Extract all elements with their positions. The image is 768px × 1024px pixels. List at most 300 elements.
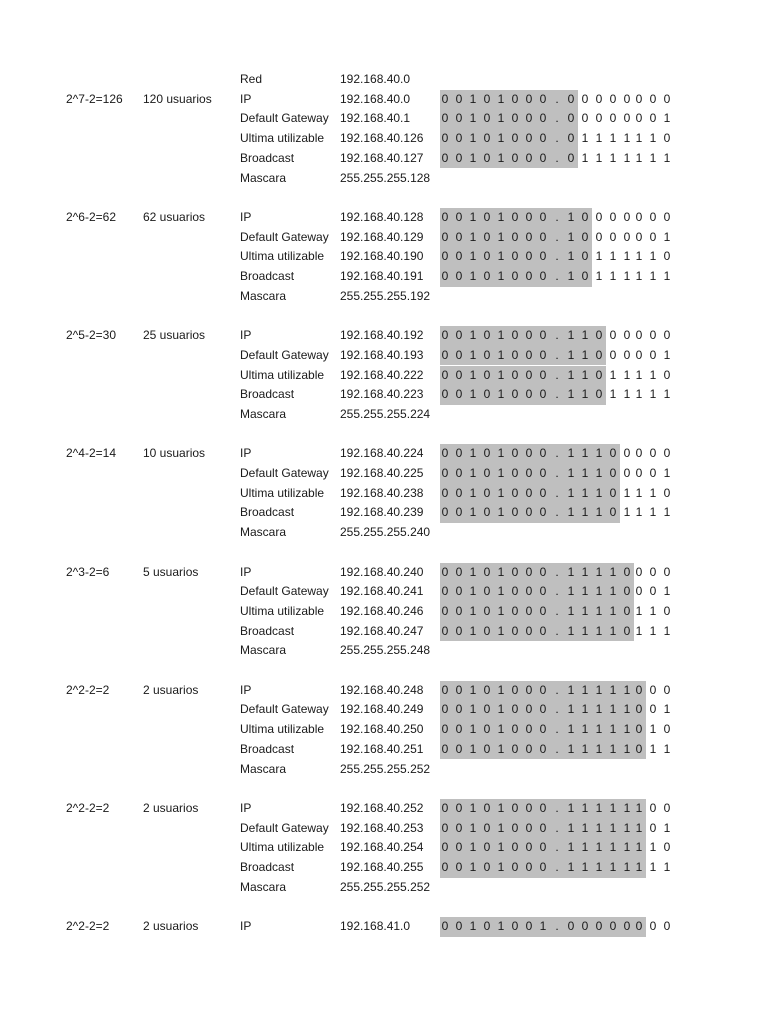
binary-digit: 0 <box>525 820 533 835</box>
binary-digit: 0 <box>455 623 463 638</box>
binary-digit: 0 <box>483 564 491 579</box>
binary-digit: 0 <box>567 131 575 146</box>
binary-digit: 0 <box>525 505 533 520</box>
binary-digit: 1 <box>567 367 575 382</box>
row-label: Mascara <box>240 761 287 776</box>
octet-separator: . <box>555 150 559 165</box>
host-formula: 2^2-2=2 <box>66 919 110 934</box>
binary-digit: 0 <box>511 505 519 520</box>
binary-digit: 0 <box>511 446 519 461</box>
binary-digit: 0 <box>511 150 519 165</box>
binary-digit: 1 <box>623 131 631 146</box>
network-label: Red <box>240 72 263 86</box>
binary-digit: 1 <box>623 387 631 402</box>
binary-digit: 0 <box>511 229 519 244</box>
binary-digit: 1 <box>497 209 505 224</box>
row-label: Ultima utilizable <box>240 722 325 737</box>
binary-digit: 1 <box>609 150 617 165</box>
row-label: Default Gateway <box>240 347 329 362</box>
row-label: Ultima utilizable <box>240 367 325 382</box>
binary-digit: 1 <box>609 800 617 815</box>
binary-digit: 0 <box>525 722 533 737</box>
binary-digit: 0 <box>525 702 533 717</box>
binary-digit: 0 <box>441 347 449 362</box>
binary-digit: 0 <box>609 91 617 106</box>
ip-address: 255.255.255.252 <box>340 879 431 894</box>
binary-digit: 0 <box>663 328 671 343</box>
binary-digit: 1 <box>469 446 477 461</box>
binary-digit: 1 <box>581 485 589 500</box>
binary-digit: 0 <box>441 249 449 264</box>
binary-digit: 0 <box>663 564 671 579</box>
binary-digit: 1 <box>663 466 671 480</box>
binary-digit: 0 <box>511 466 519 480</box>
user-count: 2 usuarios <box>143 919 199 934</box>
binary-digit: 0 <box>623 91 631 106</box>
binary-digit: 1 <box>469 682 477 697</box>
binary-digit: 0 <box>455 820 463 835</box>
octet-separator: . <box>555 131 559 146</box>
octet-separator: . <box>555 564 559 579</box>
octet-separator: . <box>555 820 559 835</box>
binary-digit: 1 <box>469 347 477 362</box>
binary-digit: 1 <box>635 820 643 835</box>
binary-digit: 1 <box>497 328 505 343</box>
row-label: Broadcast <box>240 150 295 165</box>
binary-digit: 0 <box>609 229 617 244</box>
binary-digit: 0 <box>663 209 671 224</box>
binary-digit: 1 <box>469 564 477 579</box>
row-label: Ultima utilizable <box>240 249 325 264</box>
binary-digit: 0 <box>525 131 533 146</box>
ip-address: 192.168.40.253 <box>340 820 424 835</box>
binary-digit: 1 <box>595 800 603 815</box>
binary-digit: 0 <box>649 466 657 480</box>
binary-digit: 0 <box>649 209 657 224</box>
row-label: Broadcast <box>240 387 295 402</box>
binary-digit: 1 <box>469 328 477 343</box>
user-count: 2 usuarios <box>143 800 199 815</box>
row-label: Broadcast <box>240 505 295 520</box>
binary-digit: 0 <box>609 446 617 461</box>
binary-digit: 1 <box>663 269 671 283</box>
binary-digit: 1 <box>623 741 631 756</box>
binary-digit: 0 <box>539 584 547 599</box>
binary-digit: 1 <box>649 741 657 756</box>
ip-address: 192.168.40.247 <box>340 623 424 638</box>
binary-digit: 0 <box>483 820 491 835</box>
binary-digit: 0 <box>525 485 533 500</box>
ip-address: 192.168.40.222 <box>340 367 424 382</box>
binary-digit: 1 <box>581 741 589 756</box>
ip-address: 192.168.40.127 <box>340 150 424 165</box>
binary-digit: 0 <box>623 466 631 480</box>
binary-digit: 0 <box>649 91 657 106</box>
binary-digit: 1 <box>581 150 589 165</box>
binary-digit: 0 <box>539 150 547 165</box>
binary-digit: 1 <box>595 505 603 520</box>
binary-digit: 1 <box>567 347 575 362</box>
binary-digit: 1 <box>567 820 575 835</box>
binary-digit: 1 <box>497 485 505 500</box>
binary-digit: 0 <box>483 347 491 362</box>
binary-digit: 1 <box>663 347 671 362</box>
ip-address: 192.168.40.193 <box>340 347 424 362</box>
binary-digit: 0 <box>539 347 547 362</box>
binary-digit: 1 <box>581 446 589 461</box>
binary-digit: 0 <box>663 682 671 697</box>
binary-digit: 1 <box>609 682 617 697</box>
binary-digit: 1 <box>649 367 657 382</box>
binary-digit: 1 <box>469 505 477 520</box>
binary-digit: 1 <box>635 623 643 638</box>
binary-digit: 1 <box>623 485 631 500</box>
binary-digit: 0 <box>609 328 617 343</box>
ip-address: 192.168.40.190 <box>340 249 424 264</box>
binary-digit: 1 <box>497 347 505 362</box>
binary-digit: 0 <box>441 820 449 835</box>
ip-address: 192.168.40.252 <box>340 800 424 815</box>
octet-separator: . <box>555 347 559 362</box>
row-label: Ultima utilizable <box>240 485 325 500</box>
binary-digit: 1 <box>469 603 477 618</box>
ip-address: 192.168.40.225 <box>340 466 424 480</box>
binary-digit: 0 <box>539 229 547 244</box>
binary-digit: 0 <box>511 722 519 737</box>
binary-digit: 0 <box>649 800 657 815</box>
binary-digit: 0 <box>663 446 671 461</box>
binary-digit: 1 <box>497 367 505 382</box>
binary-digit: 0 <box>511 347 519 362</box>
binary-digit: 1 <box>567 229 575 244</box>
binary-digit: 1 <box>497 150 505 165</box>
binary-digit: 1 <box>497 229 505 244</box>
binary-digit: 0 <box>609 209 617 224</box>
binary-digit: 1 <box>623 722 631 737</box>
binary-digit: 0 <box>525 603 533 618</box>
binary-digit: 0 <box>441 387 449 402</box>
binary-digit: 1 <box>623 820 631 835</box>
binary-digit: 1 <box>497 682 505 697</box>
binary-digit: 1 <box>497 741 505 756</box>
binary-digit: 1 <box>663 623 671 638</box>
octet-separator: . <box>555 860 559 874</box>
binary-digit: 0 <box>483 840 491 855</box>
binary-digit: 0 <box>623 446 631 461</box>
binary-digit: 0 <box>635 564 643 579</box>
binary-digit: 0 <box>455 741 463 756</box>
binary-digit: 0 <box>455 91 463 106</box>
binary-digit: 0 <box>525 741 533 756</box>
binary-digit: 1 <box>609 722 617 737</box>
binary-digit: 0 <box>455 229 463 244</box>
binary-digit: 1 <box>595 860 603 874</box>
binary-digit: 0 <box>483 682 491 697</box>
binary-digit: 0 <box>441 840 449 855</box>
ip-address: 192.168.40.240 <box>340 564 424 579</box>
binary-digit: 0 <box>623 111 631 126</box>
binary-digit: 1 <box>497 131 505 146</box>
ip-address: 192.168.40.224 <box>340 446 424 461</box>
binary-digit: 1 <box>609 269 617 283</box>
ip-address: 192.168.40.191 <box>340 269 424 283</box>
binary-digit: 0 <box>455 367 463 382</box>
binary-digit: 0 <box>441 860 449 874</box>
binary-digit: 1 <box>635 131 643 146</box>
binary-digit: 1 <box>635 269 643 283</box>
binary-digit: 0 <box>663 603 671 618</box>
binary-digit: 0 <box>649 682 657 697</box>
binary-digit: 1 <box>623 249 631 264</box>
user-count: 120 usuarios <box>143 91 212 106</box>
binary-digit: 1 <box>567 387 575 402</box>
binary-digit: 1 <box>581 682 589 697</box>
binary-digit: 0 <box>455 800 463 815</box>
binary-digit: 1 <box>663 505 671 520</box>
binary-digit: 0 <box>525 623 533 638</box>
row-label: Broadcast <box>240 269 295 283</box>
binary-digit: 0 <box>455 722 463 737</box>
binary-digit: 1 <box>469 584 477 599</box>
binary-digit: 0 <box>581 229 589 244</box>
octet-separator: . <box>555 269 559 283</box>
binary-digit: 0 <box>511 387 519 402</box>
binary-digit: 0 <box>539 466 547 480</box>
binary-digit: 1 <box>595 269 603 283</box>
binary-digit: 1 <box>497 269 505 283</box>
binary-digit: 1 <box>469 387 477 402</box>
binary-digit: 0 <box>455 131 463 146</box>
binary-digit: 1 <box>595 741 603 756</box>
ip-address: 192.168.40.0 <box>340 91 411 106</box>
binary-digit: 1 <box>595 446 603 461</box>
row-label: Mascara <box>240 879 287 894</box>
binary-digit: 0 <box>441 91 449 106</box>
binary-digit: 0 <box>525 387 533 402</box>
binary-digit: 1 <box>567 623 575 638</box>
ip-address: 255.255.255.192 <box>340 288 431 303</box>
binary-digit: 0 <box>663 722 671 737</box>
binary-digit: 0 <box>455 209 463 224</box>
binary-digit: 0 <box>441 702 449 717</box>
binary-digit: 1 <box>649 840 657 855</box>
binary-digit: 0 <box>483 328 491 343</box>
binary-digit: 0 <box>663 249 671 264</box>
binary-digit: 0 <box>649 229 657 244</box>
binary-digit: 1 <box>623 269 631 283</box>
binary-digit: 0 <box>455 269 463 283</box>
row-label: Broadcast <box>240 741 295 756</box>
binary-digit: 1 <box>663 584 671 599</box>
binary-digit: 1 <box>581 860 589 874</box>
binary-digit: 0 <box>441 623 449 638</box>
binary-digit: 0 <box>581 249 589 264</box>
host-formula: 2^5-2=30 <box>66 328 117 343</box>
binary-digit: 1 <box>595 466 603 480</box>
ip-address: 192.168.40.249 <box>340 702 424 717</box>
binary-digit: 1 <box>567 840 575 855</box>
binary-digit: 1 <box>595 603 603 618</box>
binary-digit: 0 <box>623 564 631 579</box>
binary-digit: 0 <box>483 229 491 244</box>
binary-digit: 1 <box>469 466 477 480</box>
binary-digit: 0 <box>511 623 519 638</box>
binary-digit: 0 <box>581 111 589 126</box>
binary-digit: 0 <box>595 91 603 106</box>
binary-digit: 1 <box>497 466 505 480</box>
binary-digit: 1 <box>581 702 589 717</box>
row-label: IP <box>240 682 252 697</box>
binary-digit: 1 <box>581 820 589 835</box>
binary-digit: 0 <box>539 820 547 835</box>
binary-digit: 1 <box>635 150 643 165</box>
binary-digit: 1 <box>649 722 657 737</box>
octet-separator: . <box>555 466 559 480</box>
binary-digit: 1 <box>567 505 575 520</box>
octet-separator: . <box>555 919 559 934</box>
binary-digit: 0 <box>441 466 449 480</box>
binary-digit: 0 <box>441 111 449 126</box>
binary-digit: 0 <box>649 584 657 599</box>
binary-digit: 0 <box>441 269 449 283</box>
binary-digit: 1 <box>567 800 575 815</box>
binary-digit: 1 <box>609 603 617 618</box>
binary-digit: 0 <box>663 919 671 934</box>
binary-digit: 1 <box>663 150 671 165</box>
binary-digit: 0 <box>511 328 519 343</box>
ip-address: 192.168.40.238 <box>340 485 424 500</box>
binary-digit: 0 <box>663 91 671 106</box>
binary-digit: 0 <box>455 485 463 500</box>
binary-digit: 0 <box>635 328 643 343</box>
binary-digit: 0 <box>623 623 631 638</box>
binary-digit: 0 <box>525 584 533 599</box>
binary-digit: 1 <box>497 860 505 874</box>
binary-digit: 0 <box>539 367 547 382</box>
binary-digit: 1 <box>567 860 575 874</box>
binary-digit: 1 <box>609 564 617 579</box>
binary-digit: 0 <box>635 741 643 756</box>
binary-digit: 1 <box>497 505 505 520</box>
binary-digit: 1 <box>581 584 589 599</box>
row-label: IP <box>240 328 252 343</box>
octet-separator: . <box>555 328 559 343</box>
octet-separator: . <box>555 446 559 461</box>
binary-digit: 0 <box>483 919 491 934</box>
binary-digit: 1 <box>609 840 617 855</box>
octet-separator: . <box>555 623 559 638</box>
binary-digit: 0 <box>635 702 643 717</box>
binary-digit: 0 <box>567 111 575 126</box>
binary-digit: 1 <box>609 249 617 264</box>
binary-digit: 1 <box>581 564 589 579</box>
octet-separator: . <box>555 229 559 244</box>
ip-address: 255.255.255.224 <box>340 406 431 421</box>
binary-digit: 0 <box>511 367 519 382</box>
row-label: IP <box>240 91 252 106</box>
binary-digit: 1 <box>567 269 575 283</box>
binary-digit: 0 <box>441 367 449 382</box>
binary-digit: 1 <box>497 820 505 835</box>
binary-digit: 1 <box>567 584 575 599</box>
binary-digit: 0 <box>609 347 617 362</box>
ip-address: 192.168.41.0 <box>340 919 411 934</box>
binary-digit: 0 <box>455 564 463 579</box>
binary-digit: 1 <box>595 702 603 717</box>
binary-digit: 0 <box>483 249 491 264</box>
binary-digit: 1 <box>567 209 575 224</box>
ip-address: 255.255.255.248 <box>340 643 431 658</box>
binary-digit: 1 <box>469 840 477 855</box>
binary-digit: 0 <box>649 564 657 579</box>
binary-digit: 0 <box>525 328 533 343</box>
binary-digit: 1 <box>623 505 631 520</box>
binary-digit: 0 <box>649 111 657 126</box>
binary-digit: 0 <box>483 387 491 402</box>
binary-digit: 0 <box>663 131 671 146</box>
ip-address: 192.168.40.248 <box>340 682 424 697</box>
binary-digit: 1 <box>581 722 589 737</box>
binary-digit: 0 <box>483 466 491 480</box>
binary-digit: 1 <box>663 741 671 756</box>
binary-digit: 0 <box>455 840 463 855</box>
binary-digit: 1 <box>567 446 575 461</box>
binary-digit: 1 <box>609 131 617 146</box>
binary-digit: 0 <box>483 603 491 618</box>
binary-digit: 0 <box>441 131 449 146</box>
binary-digit: 0 <box>483 623 491 638</box>
binary-digit: 0 <box>525 800 533 815</box>
ip-address: 192.168.40.241 <box>340 584 424 599</box>
binary-digit: 0 <box>595 111 603 126</box>
binary-digit: 1 <box>581 840 589 855</box>
binary-digit: 0 <box>609 485 617 500</box>
row-label: Default Gateway <box>240 820 329 835</box>
binary-digit: 0 <box>539 131 547 146</box>
binary-digit: 0 <box>483 702 491 717</box>
binary-digit: 0 <box>441 919 449 934</box>
binary-digit: 0 <box>539 269 547 283</box>
binary-digit: 0 <box>455 347 463 362</box>
binary-digit: 1 <box>497 387 505 402</box>
binary-digit: 1 <box>469 485 477 500</box>
binary-digit: 1 <box>623 840 631 855</box>
binary-digit: 0 <box>581 919 589 934</box>
ip-address: 255.255.255.252 <box>340 761 431 776</box>
binary-digit: 1 <box>497 919 505 934</box>
binary-digit: 0 <box>525 564 533 579</box>
binary-digit: 0 <box>635 919 643 934</box>
binary-digit: 1 <box>567 249 575 264</box>
binary-digit: 1 <box>609 820 617 835</box>
binary-digit: 0 <box>525 209 533 224</box>
binary-digit: 1 <box>581 367 589 382</box>
binary-digit: 0 <box>525 91 533 106</box>
binary-digit: 0 <box>649 919 657 934</box>
row-label: Default Gateway <box>240 111 329 126</box>
binary-digit: 1 <box>469 150 477 165</box>
binary-digit: 0 <box>511 919 519 934</box>
binary-digit: 0 <box>635 682 643 697</box>
binary-digit: 0 <box>539 682 547 697</box>
binary-digit: 0 <box>539 111 547 126</box>
host-formula: 2^2-2=2 <box>66 682 110 697</box>
binary-digit: 0 <box>441 209 449 224</box>
binary-digit: 1 <box>649 249 657 264</box>
binary-digit: 0 <box>539 387 547 402</box>
binary-digit: 0 <box>539 249 547 264</box>
binary-digit: 1 <box>623 860 631 874</box>
